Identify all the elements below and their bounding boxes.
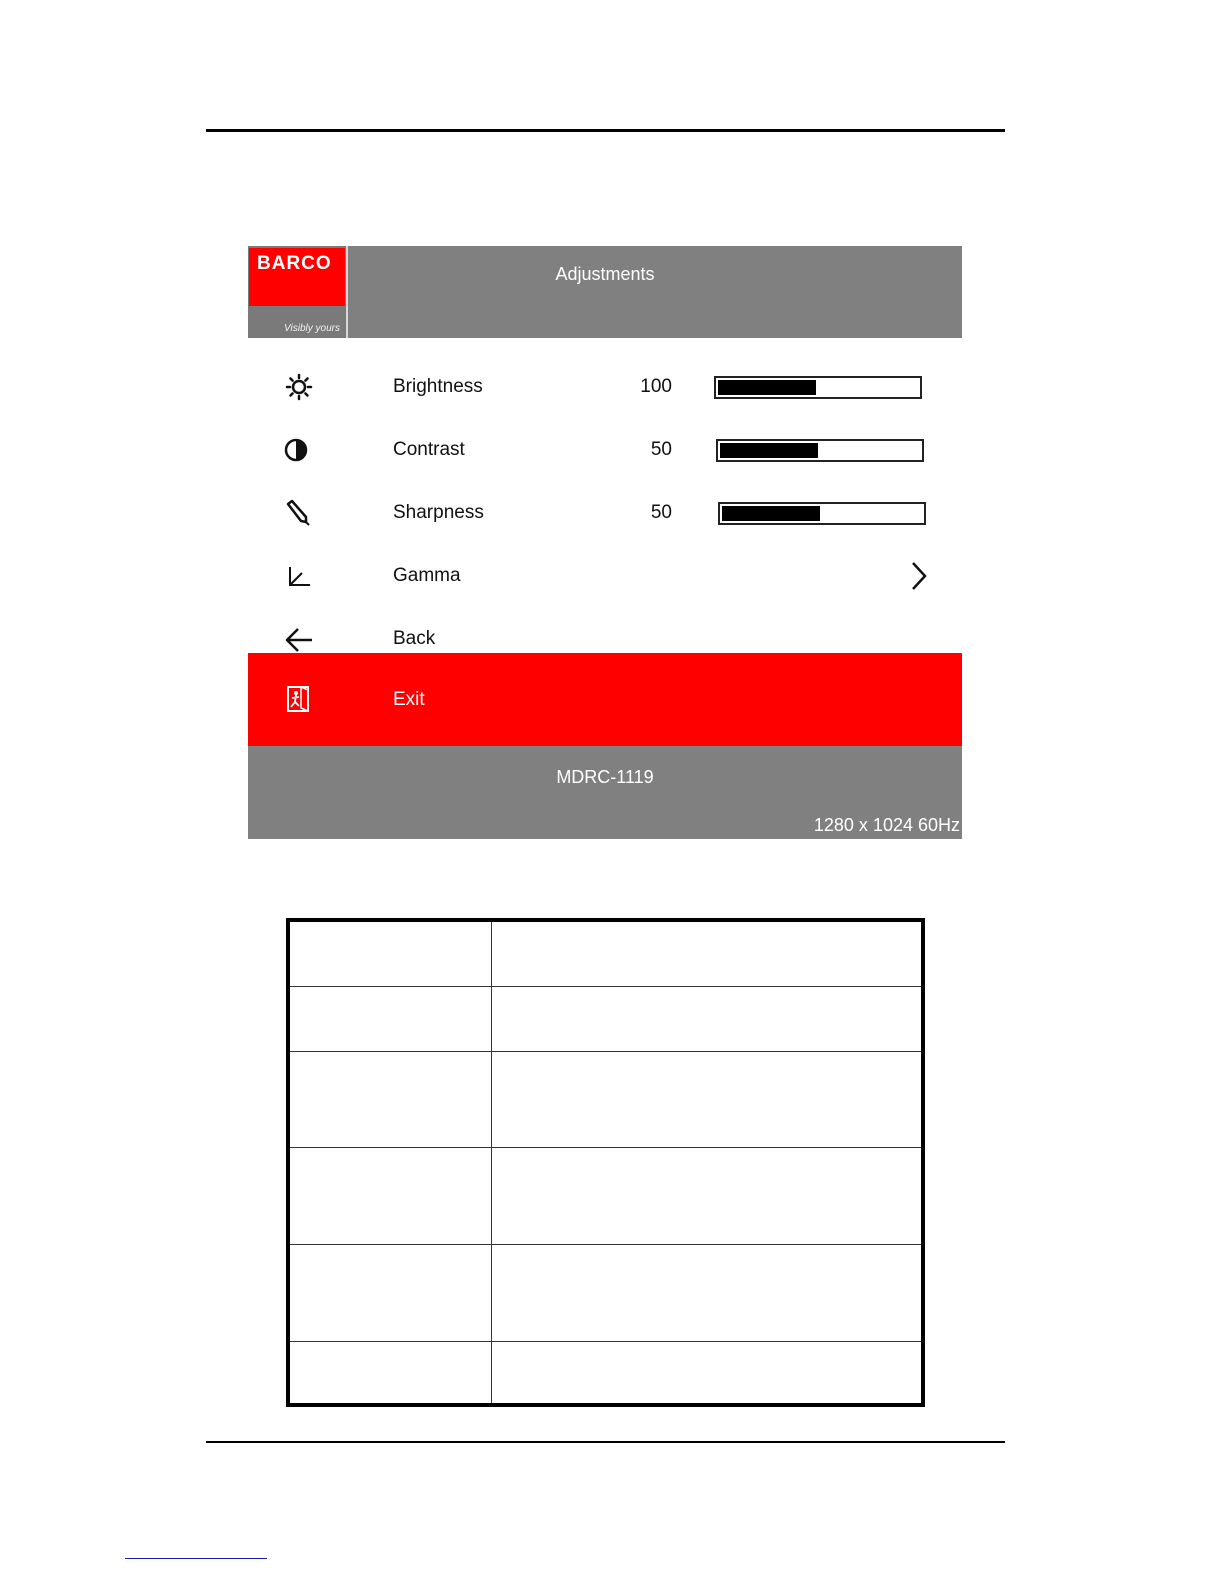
menu-item-label: Exit — [393, 689, 425, 710]
brightness-value: 100 — [640, 376, 672, 397]
table-cell — [288, 920, 492, 987]
table-cell — [288, 1245, 492, 1342]
menu-item-label: Sharpness — [393, 502, 484, 523]
table-row — [288, 1341, 923, 1405]
sharpness-value: 50 — [650, 502, 672, 523]
table-cell — [288, 1051, 492, 1148]
menu-title: Adjustments — [555, 264, 655, 284]
sharpness-slider-fill — [722, 506, 820, 521]
description-table — [286, 918, 925, 1407]
logo-tagline: Visibly yours — [284, 323, 340, 334]
contrast-slider[interactable] — [716, 439, 924, 462]
table-cell — [288, 1341, 492, 1405]
model-name: MDRC-1119 — [556, 767, 654, 787]
menu-item-label: Brightness — [393, 376, 483, 397]
pen-icon — [284, 498, 314, 528]
osd-footer — [248, 746, 962, 839]
osd-header — [248, 246, 962, 338]
menu-item-label: Back — [393, 628, 436, 649]
bottom-rule — [206, 1441, 1005, 1443]
table-cell — [288, 1148, 492, 1245]
contrast-icon — [284, 435, 314, 465]
brightness-slider-fill — [718, 380, 816, 395]
table-cell — [492, 1341, 924, 1405]
back-arrow-icon — [284, 624, 314, 654]
table-row — [288, 1051, 923, 1148]
contrast-slider-fill — [720, 443, 818, 458]
table-row — [288, 987, 923, 1052]
menu-item-exit[interactable] — [248, 653, 962, 747]
barco-logo — [248, 246, 346, 338]
table-cell — [492, 987, 924, 1052]
table-cell — [288, 987, 492, 1052]
logo-brand: BARCO — [257, 253, 332, 274]
sharpness-slider[interactable] — [718, 502, 926, 525]
table-row — [288, 1148, 923, 1245]
table-cell — [492, 1148, 924, 1245]
contrast-value: 50 — [650, 439, 672, 460]
table-cell — [492, 1245, 924, 1342]
chevron-right-icon[interactable] — [908, 559, 930, 593]
brightness-slider[interactable] — [714, 376, 922, 399]
table-cell — [492, 920, 924, 987]
table-row — [288, 1245, 923, 1342]
table-cell — [492, 1051, 924, 1148]
top-rule — [206, 129, 1005, 132]
menu-item-sharpness[interactable] — [248, 482, 962, 545]
menu-item-brightness[interactable] — [248, 356, 962, 419]
gamma-curve-icon — [284, 561, 314, 591]
footnote-link-underline[interactable] — [125, 1558, 267, 1559]
menu-item-gamma[interactable] — [248, 545, 962, 608]
table-row — [288, 920, 923, 987]
osd-menu — [248, 246, 962, 839]
menu-item-label: Contrast — [393, 439, 465, 460]
menu-item-contrast[interactable] — [248, 419, 962, 482]
resolution-readout: 1280 x 1024 60Hz — [813, 815, 960, 835]
menu-item-label: Gamma — [393, 565, 461, 586]
sun-icon — [284, 372, 314, 402]
exit-icon — [284, 684, 314, 714]
